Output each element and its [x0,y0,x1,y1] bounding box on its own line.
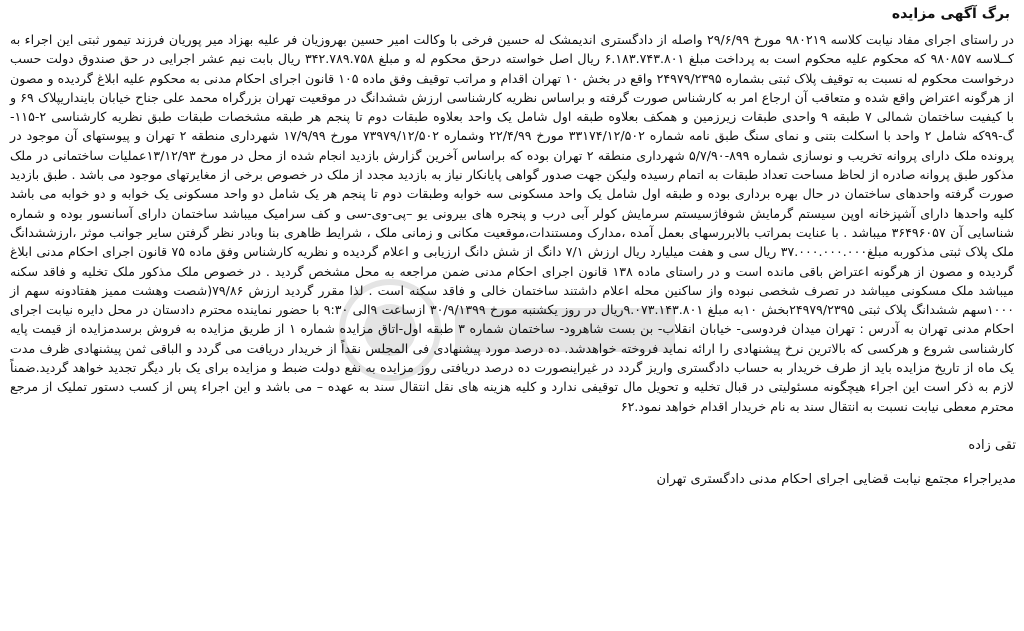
organization-name: مدیراجراء مجتمع نیابت قضایی اجرای احکام مدنی دادگستری تهران [656,471,1016,487]
signer-name: تقی زاده [968,437,1016,453]
notice-document [8,4,1016,627]
notice-body: در راستای اجرای مفاد نیابت کلاسه ۹۸۰۲۱۹ مورخ ۲۹/۶/۹۹ واصله از دادگستری اندیمشک له حسین فرخی با وکالت امیر حسین بهروزیان فر علیه بهزاد میر پوریان فرزند تیمور ثبتی این اجراء به کــلاسه ۹۸۰۸۵۷ که محکوم علیه محکوم است به پرداخت مبلغ ۶.۱۸۳.۷۴۳.۸۰۱ ریال اصل خواسته درحق محکوم له و مبلغ ۳۴۲.۷۸۹.۷۵۸ ریال بابت نیم عشر اجرایی در حق صندوق دولت حسب درخواست محکوم له نسبت به توقیف پلاک ثبتی بشماره ۲۴۹۷۹/۲۳۹۵ واقع در بخش ۱۰ تهران اقدام و مراتب توقیف وفق ماده ۱۰۵ قانون اجرای احکام مدنی به محکوم علیه ابلاغ گردیده و مصون از هرگونه اعتراض واقع شده و متعاقب آن ارجاع امر به کارشناس صورت گرفته و براساس نظریه کارشناسی ارزش ششدانگ در موقعیت تهران بزرگراه محمد علی جناح خیابان باینداریپلاک ۶۹ و با کیفیت ساختمان شمالی ۷ طبقه ۹ واحدی طبقات زیرزمین و همکف بعلاوه طبقه اول شامل یک واحد بعلاوه طبقات دوم تا پنجم هر طبقه مشخصات طبقات طبق نظریه کارشناسی ۲-۱۱۵-گ-۹۹که شامل ۲ واحد با اسکلت بتنی و نمای سنگ طبق نامه شماره ۳۳۱۷۴/۱۲/۵۰۲ مورخ ۲۲/۴/۹۹ وشماره ۷۳۹۷۹/۱۲/۵۰۲ مورخ ۱۷/۹/۹۹ شهرداری منطقه ۲ تهران و پیوستهای آن موجود در پرونده ملک دارای پروانه تخریب و نوسازی شماره ۸۹۹-۵/۷/۹۰ شهرداری منطقه ۲ تهران بوده که براساس آخرین گزارش بازدید انجام شده از محل در مورخ ۱۳/۱۲/۹۳عملیات ساختمانی در ملک مذکور طبق پروانه صادره از لحاظ مساحت تعداد طبقات به اتمام رسیده ولیکن جهت صدور گواهی پایانکار نیاز به بازدید مجدد از ملک در خصوص برخی از مغایرتهای موجود می باشد . طبق بازدید صورت گرفته واحدهای ساختمان در حال بهره برداری بوده و طبقه اول شامل یک واحد مسکونی سه خوابه وطبقات دوم تا پنجم هر یک شامل دو واحد مسکونی یک خوابه و دو خوابه می باشد کلیه واحدها دارای آشپزخانه اوپن سیستم گرمایش شوفاژسیستم سرمایش کولر آبی درب و پنجره های بیرونی یو –پی-وی-سی و کف سرامیک میباشد ساختمان دارای آسانسور بوده و شماره شناسایی آن ۳۶۴۹۶۰۵۷ میباشد . با عنایت بمراتب بالابررسهای بعمل آمده ،مدارک ومستندات،موقعیت مکانی و زمانی ملک ، شرایط ظاهری بنا وبادر نظر گرفتن سایر جوانب موثر ،ارزششدانگ ملک پلاک ثبتی مذکوربه مبلغ۳۷.۰۰۰.۰۰۰.۰۰۰ ریال سی و هفت میلیارد ریال ارزش ۷/۱ دانگ از شش دانگ ارزیابی و اعلام گردیده و نظریه کارشناس وفق ماده ۷۵ قانون اجرای احکام مدنی ابلاغ گردیده و مصون از هرگونه اعتراض باقی مانده است و در راستای ماده ۱۳۸ قانون اجرای احکام مدنی ضمن مراجعه به محل مشخص گردید . در خصوص ملک مذکور ملک تخلیه و فاقد سکنه میباشد ملک مسکونی میباشد در تصرف شخصی نبوده واز ساکنین محله اعلام داشتند ساختمان خالی و فاقد سکنه است . لذا مقرر گردید ارزش ۷۹/۸۶(شصت وهشت ممیز هفتادونه سهم از ۱۰۰۰سهم ششدانگ پلاک ثبتی ۲۴۹۷۹/۲۳۹۵بخش ۱۰به مبلغ ۹.۰۷۳.۱۴۳.۸۰۱ریال در روز یکشنبه مورخ ۳۰/۹/۱۳۹۹ ازساعت ۹الی ۹:۳۰ با حضور نماینده محترم دادستان در محل دایره نیابت اجرای احکام مدنی تهران به آدرس : تهران میدان فردوسی- خیابان انقلاب- بن بست شاهرود- ساختمان شماره ۳ طبقه اول-اتاق مزایده شماره ۱ از طریق مزایده به فروش برسدمزایده از قیمت پایه کارشناسی شروع و هرکسی که بالاترین نرخ پیشنهادی را ارائه نماید فروخته خواهدشد. ده درصد مورد پیشنهادی فی المجلس نقداً از خریدار دریافت می گردد و الباقی ثمن پیشنهادی ظرف مدت یک ماه از تاریخ مزایده باید از طرف خریدار به حساب دادگستری واریز گردد در غیراینصورت ده درصد دریافتی روز مزایده به نفع دولت ضبط و مزایده برای یک بار دیگر تجدید خواهد گردید.ضمناً لازم به ذکر است این اجراء هیچگونه مسئولیتی در قبال تخلیه و تحویل مال توقیفی ندارد و کلیه هزینه های نقل انتقال سند به عهده – می باشد و این اجراء پس از کسب دستور تملیک از مرجع محترم معطی نیابت نسبت به انتقال سند به نام خریدار اقدام خواهد نمود.۶۲ [10,32,1015,414]
notice-title: برگ آگهی مزایده [891,6,1010,22]
